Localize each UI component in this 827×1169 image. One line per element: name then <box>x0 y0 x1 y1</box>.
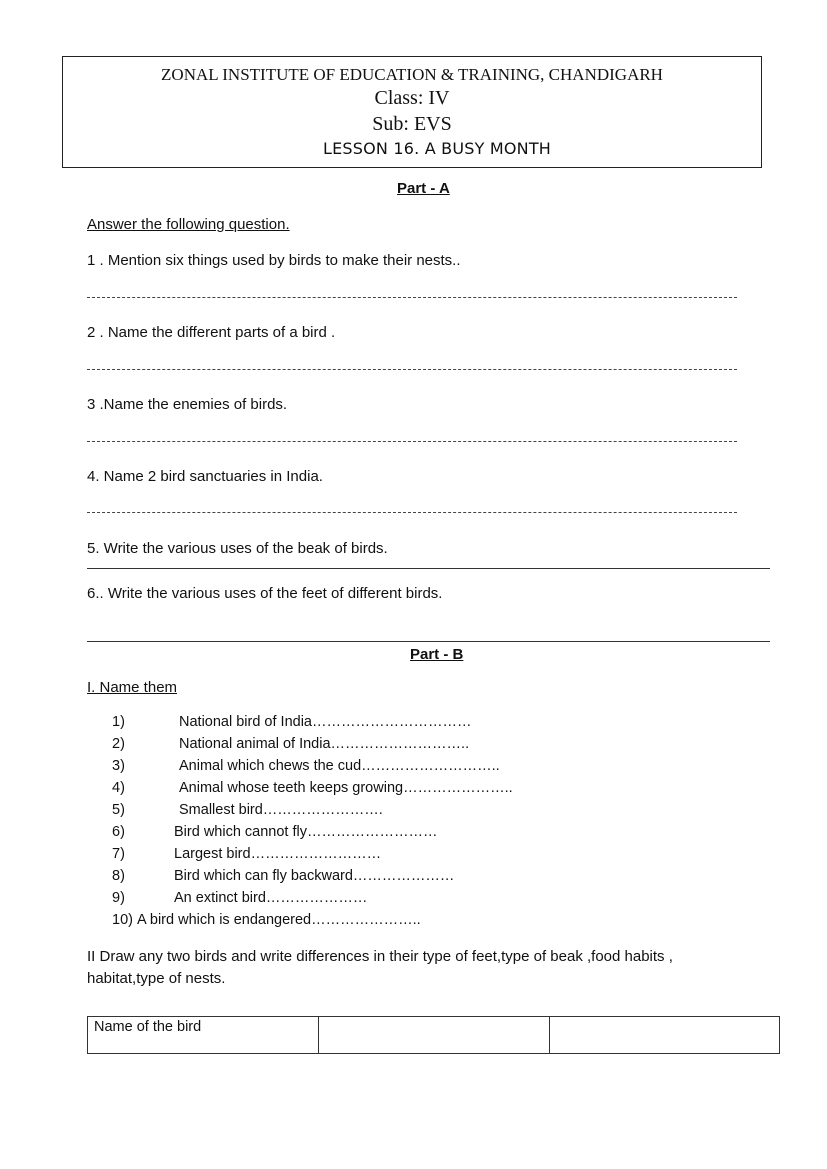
question-4: 4. Name 2 bird sanctuaries in India. <box>87 468 323 485</box>
list-item: Smallest bird……………………. <box>179 802 383 818</box>
list-item: A bird which is endangered………………….. <box>137 912 421 928</box>
question-6: 6.. Write the various uses of the feet of different birds. <box>87 585 443 602</box>
list-item-number: 10) <box>112 912 133 928</box>
question-5: 5. Write the various uses of the beak of birds. <box>87 540 388 557</box>
list-item-number: 5) <box>112 802 125 818</box>
table-cell-empty[interactable] <box>550 1017 780 1054</box>
header-box <box>62 56 762 168</box>
divider-line <box>87 641 770 642</box>
bird-comparison-table <box>87 1016 780 1054</box>
answer-line-4 <box>87 512 737 513</box>
class-label: Class: IV <box>374 87 450 109</box>
list-item: Bird which can fly backward………………… <box>174 868 455 884</box>
question-3: 3 .Name the enemies of birds. <box>87 396 288 413</box>
answer-line-2 <box>87 369 737 370</box>
list-item: National animal of India……………………….. <box>179 736 470 752</box>
list-item: Animal which chews the cud……………………….. <box>179 758 500 774</box>
section-2-instruction-line-1: II Draw any two birds and write differences in their type of feet,type of beak ,food habits , <box>87 948 673 965</box>
question-1: 1 . Mention six things used by birds to make their nests.. <box>87 252 461 269</box>
list-item: Bird which cannot fly……………………… <box>174 824 438 840</box>
list-item-number: 1) <box>112 714 125 730</box>
subject-label: Sub: EVS <box>372 113 452 135</box>
divider-line <box>87 568 770 569</box>
part-a-title: Part - A <box>397 180 450 197</box>
section-2-instruction-line-2: habitat,type of nests. <box>87 970 226 987</box>
answer-line-3 <box>87 441 737 442</box>
table-cell-empty[interactable] <box>319 1017 550 1054</box>
list-item: National bird of India…………………………… <box>179 714 472 730</box>
list-item-number: 6) <box>112 824 125 840</box>
list-item: Animal whose teeth keeps growing………………….. <box>179 780 513 796</box>
list-item: Largest bird……………………… <box>174 846 382 862</box>
answer-line-1 <box>87 297 737 298</box>
question-2: 2 . Name the different parts of a bird . <box>87 324 336 341</box>
institute-name: ZONAL INSTITUTE OF EDUCATION & TRAINING, CHANDIGARH <box>161 65 663 84</box>
list-item-number: 3) <box>112 758 125 774</box>
list-item-number: 7) <box>112 846 125 862</box>
table-cell-bird-name-label: Name of the bird <box>88 1017 319 1054</box>
list-item-number: 8) <box>112 868 125 884</box>
list-item: An extinct bird………………… <box>174 890 368 906</box>
list-item-number: 4) <box>112 780 125 796</box>
lesson-title: LESSON 16. A BUSY MONTH <box>323 139 552 158</box>
part-a-instruction: Answer the following question. <box>87 216 290 233</box>
table-row <box>88 1017 780 1054</box>
section-1-title: I. Name them <box>87 679 178 696</box>
part-b-title: Part - B <box>410 646 464 663</box>
list-item-number: 9) <box>112 890 125 906</box>
list-item-number: 2) <box>112 736 125 752</box>
